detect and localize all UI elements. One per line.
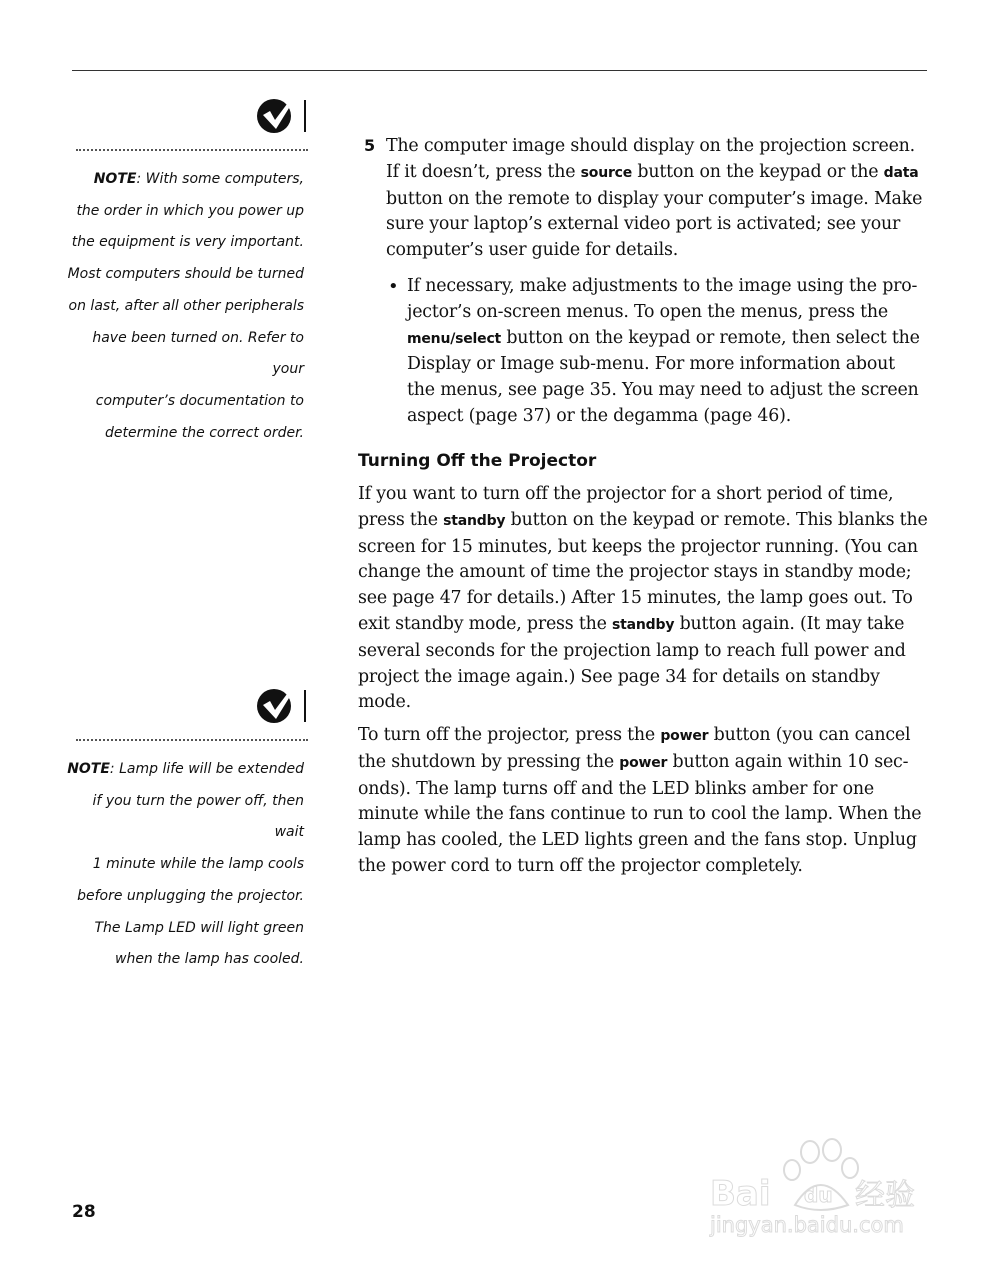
note-divider	[76, 149, 308, 151]
text-run: button again. (It may take	[674, 613, 905, 634]
text-run: minute while the fans continue to run to cool the lamp. When the	[358, 804, 922, 825]
note-line: on last, after all other peripherals	[68, 297, 304, 314]
text-run: To turn off the projector, press the	[358, 725, 661, 745]
text-line	[407, 326, 920, 353]
paragraph-power-off	[358, 723, 921, 880]
section-heading: Turning Off the Projector	[358, 451, 597, 471]
baidu-watermark-logo	[700, 1130, 940, 1240]
note-label: NOTE	[67, 761, 110, 777]
button-keyword: menu/select	[407, 330, 502, 347]
bullet-text	[407, 274, 920, 430]
bullet-marker: •	[388, 276, 399, 297]
text-run: change the amount of time the projector stays in standby mode;	[358, 562, 912, 583]
text-run: project the image again.) See page 34 for details on standby	[358, 666, 880, 687]
sidebar-note-2	[60, 754, 304, 976]
header-rule	[72, 70, 927, 71]
text-line	[358, 750, 921, 777]
text-line	[386, 187, 922, 213]
note-line: determine the correct order.	[104, 424, 304, 441]
note-line: The Lamp LED will light green	[94, 919, 304, 936]
text-line	[358, 482, 928, 508]
note-line: NOTE: Lamp life will be extended	[67, 761, 304, 777]
text-line	[358, 828, 921, 854]
note-line: computer’s documentation to	[95, 392, 304, 409]
text-run: button on the keypad or remote. This blanks the	[505, 509, 928, 530]
note-label: NOTE	[93, 171, 137, 187]
text-line	[407, 300, 920, 326]
text-run: screen for 15 minutes, but keeps the projector running. (You can	[358, 536, 918, 557]
text-line	[386, 134, 922, 160]
note-line: the equipment is very important.	[71, 234, 304, 251]
note-line: the order in which you power up	[76, 202, 304, 219]
note-line: if you turn the power off, then wait	[92, 792, 304, 841]
note-line: when the lamp has cooled.	[115, 951, 304, 968]
text-run: sure your laptop’s external video port is activated; see your	[386, 214, 901, 235]
text-line	[358, 508, 928, 535]
page-number: 28	[72, 1202, 96, 1222]
step-5-text	[386, 134, 922, 264]
button-keyword: power	[619, 754, 668, 771]
note-divider	[76, 739, 308, 741]
note-line: have been turned on. Refer to your	[92, 329, 304, 378]
button-keyword: source	[580, 164, 633, 181]
text-run: button on the keypad or the	[632, 161, 884, 182]
text-run: the shutdown by pressing the	[358, 751, 620, 772]
sidebar-note-1	[60, 164, 304, 449]
text-line	[358, 586, 928, 612]
text-line	[386, 212, 922, 238]
note-check-icon	[256, 98, 308, 134]
text-line	[407, 404, 920, 430]
button-keyword: standby	[443, 512, 506, 529]
svg-text:jingyan.baidu.com: jingyan.baidu.com	[710, 1213, 904, 1237]
note-line: NOTE: With some computers,	[93, 171, 304, 187]
text-run: lamp has cooled, the LED lights green and the fans stop. Unplug	[358, 830, 917, 851]
text-run: button on the remote to display your computer’s image. Make	[386, 188, 923, 209]
text-run: jector’s on-screen menus. To open the menus, press the	[407, 301, 889, 322]
text-run: onds). The lamp turns off and the LED blinks amber for one	[358, 778, 874, 799]
text-run: computer’s user guide for details.	[386, 240, 679, 261]
note-line: Most computers should be turned	[67, 266, 304, 283]
text-run: If you want to turn off the projector for a short period of time,	[358, 484, 894, 504]
text-line	[358, 777, 921, 803]
text-line	[407, 352, 920, 378]
text-line	[358, 535, 928, 561]
note-check-icon	[256, 688, 308, 724]
note-line: before unplugging the projector.	[77, 887, 304, 904]
text-line	[358, 665, 928, 691]
button-keyword: power	[660, 728, 709, 744]
text-run: If it doesn’t, press the	[386, 161, 581, 182]
text-line	[386, 238, 922, 264]
text-line	[407, 274, 920, 300]
text-line	[358, 723, 921, 750]
button-keyword: standby	[612, 616, 675, 633]
text-line	[358, 854, 921, 880]
svg-text:经验: 经验	[855, 1178, 915, 1213]
paragraph-standby	[358, 482, 928, 716]
text-line	[358, 802, 921, 828]
text-run: The computer image should display on the projection screen.	[386, 136, 915, 156]
text-run: mode.	[358, 692, 411, 713]
text-run: the menus, see page 35. You may need to adjust the screen	[407, 380, 919, 401]
text-run: If necessary, make adjustments to the image using the pro-	[407, 276, 918, 296]
text-line	[386, 160, 922, 187]
text-run: the power cord to turn off the projector completely.	[358, 855, 803, 876]
text-line	[407, 378, 920, 404]
text-run: see page 47 for details.) After 15 minutes, the lamp goes out. To	[358, 588, 913, 609]
svg-text:du: du	[804, 1183, 833, 1207]
note-line: 1 minute while the lamp cools	[92, 856, 304, 873]
text-run: press the	[358, 509, 444, 530]
text-run: Display or Image sub-menu. For more information about	[407, 354, 895, 375]
text-run: exit standby mode, press the	[358, 613, 613, 634]
text-run: aspect (page 37) or the degamma (page 46).	[407, 405, 792, 426]
text-run: button on the keypad or remote, then select the	[501, 327, 920, 348]
text-run: button again within 10 sec-	[667, 751, 909, 772]
text-line	[358, 560, 928, 586]
text-run: button (you can cancel	[708, 725, 911, 745]
text-line	[358, 612, 928, 639]
text-line	[358, 690, 928, 716]
text-line	[358, 639, 928, 665]
svg-text:Bai: Bai	[710, 1174, 771, 1214]
step-number: 5	[364, 136, 376, 155]
text-run: several seconds for the projection lamp to reach full power and	[358, 640, 906, 661]
button-keyword: data	[883, 164, 919, 181]
